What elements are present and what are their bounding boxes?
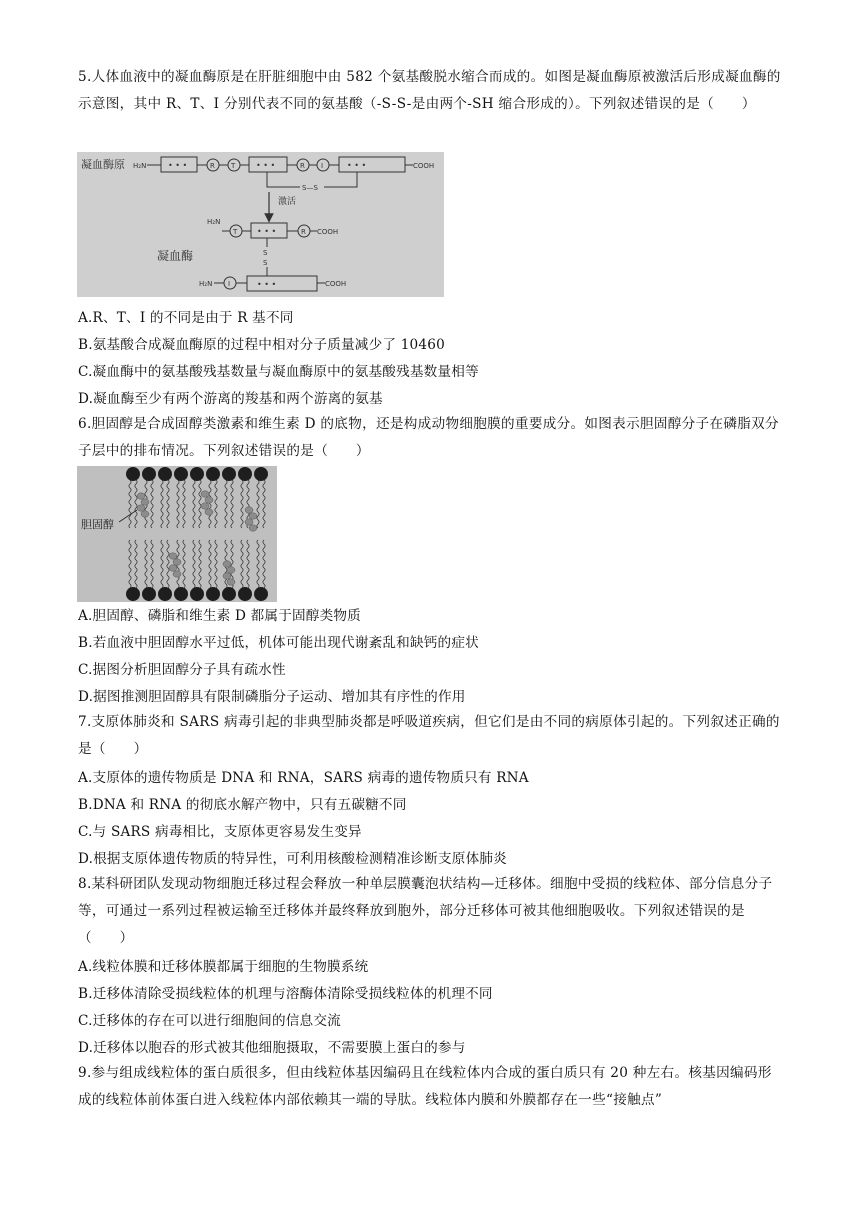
q8-option-c: C.迁移体的存在可以进行细胞间的信息交流 bbox=[78, 1013, 341, 1029]
thrombin-cterm-2: COOH bbox=[325, 280, 347, 288]
thrombin-activation-figure bbox=[77, 152, 444, 297]
q5-option-d: D.凝血酶至少有两个游离的羧基和两个游离的氨基 bbox=[78, 391, 383, 407]
dots-4: • • • bbox=[257, 227, 277, 236]
residue-t-label: T bbox=[231, 162, 236, 170]
cholesterol-ring bbox=[223, 573, 231, 579]
cholesterol-ring bbox=[245, 507, 253, 513]
q6-option-b: B.若血液中胆固醇水平过低，机体可能出现代谢紊乱和缺钙的症状 bbox=[78, 635, 479, 651]
phospholipid-head bbox=[174, 587, 188, 601]
thrombin-label: 凝血酶 bbox=[157, 249, 194, 263]
q8-option-d: D.迁移体以胞吞的形式被其他细胞摄取，不需要膜上蛋白的参与 bbox=[78, 1040, 466, 1056]
cholesterol-ring bbox=[205, 497, 213, 503]
lipid-tail bbox=[167, 480, 169, 528]
q5-option-a: A.R、T、I 的不同是由于 R 基不同 bbox=[78, 310, 294, 326]
phospholipid-head bbox=[126, 467, 140, 481]
q7-option-b: B.DNA 和 RNA 的彻底水解产物中，只有五碳糖不同 bbox=[78, 797, 407, 813]
cholesterol-ring bbox=[227, 567, 235, 573]
q8-option-b: B.迁移体清除受损线粒体的机理与溶酶体清除受损线粒体的机理不同 bbox=[78, 986, 493, 1002]
svg-text:S: S bbox=[263, 249, 268, 257]
question-6-stem: 6.胆固醇是合成固醇类激素和维生素 D 的底物，还是构成动物细胞膜的重要成分。如图表示胆固醇分子在磷脂双分子层中的排布情况。下列叙述错误的是（ ） bbox=[78, 416, 779, 459]
dots-1: • • • bbox=[168, 161, 188, 170]
q5-option-b: B.氨基酸合成凝血酶原的过程中相对分子质量减少了 10460 bbox=[78, 337, 445, 353]
lipid-tail bbox=[247, 540, 249, 588]
lipid-tail bbox=[209, 480, 211, 528]
phospholipid-head bbox=[142, 587, 156, 601]
cholesterol-ring bbox=[137, 493, 145, 499]
question-9-stem: 9.参与组成线粒体的蛋白质很多，但由线粒体基因编码且在线粒体内合成的蛋白质只有 20 种左右。核基因编码形成的线粒体前体蛋白进入线粒体内部依赖其一端的导肽。线粒体内膜和外膜都存在一些“接触点” bbox=[78, 1065, 772, 1108]
phospholipid-head bbox=[206, 587, 220, 601]
cholesterol-ring bbox=[249, 513, 257, 519]
lipid-tail bbox=[193, 480, 195, 528]
cholesterol-ring bbox=[227, 579, 235, 585]
lipid-tail bbox=[215, 540, 217, 588]
question-5-stem: 5.人体血液中的凝血酶原是在肝脏细胞中由 582 个氨基酸脱水缩合而成的。如图是凝血酶原被激活后形成凝血酶的示意图，其中 R、T、I 分别代表不同的氨基酸（-S-S-是由两个-SH 缩合形成的）。下列叙述错误的是（ ） bbox=[78, 69, 781, 112]
lipid-tail bbox=[183, 480, 185, 528]
lipid-tail bbox=[161, 480, 163, 528]
cholesterol-ring bbox=[201, 491, 209, 497]
q7-option-d: D.根据支原体遗传物质的特异性，可利用核酸检测精准诊断支原体肺炎 bbox=[78, 851, 507, 867]
question-8-stem: 8.某科研团队发现动物细胞迁移过程会释放一种单层膜囊泡状结构—迁移体。细胞中受损的线粒体、部分信息分子等，可通过一系列过程被运输至迁移体并最终释放到胞外，部分迁移体可被其他细胞吸收。下列叙述错误的是（ ） bbox=[78, 876, 773, 946]
phospholipid-head bbox=[222, 587, 236, 601]
cholesterol-ring bbox=[245, 519, 253, 525]
q7-option-c: C.与 SARS 病毒相比，支原体更容易发生变异 bbox=[78, 824, 362, 840]
cholesterol-pointer bbox=[119, 510, 137, 522]
q6-option-c: C.据图分析胆固醇分子具有疏水性 bbox=[78, 662, 286, 678]
lipid-tail bbox=[241, 480, 243, 528]
cholesterol-ring bbox=[141, 499, 149, 505]
activate-label: 激活 bbox=[278, 197, 297, 207]
lipid-tail bbox=[129, 480, 131, 528]
lipid-tail bbox=[177, 480, 179, 528]
phospholipid-head bbox=[126, 587, 140, 601]
dots-2: • • • bbox=[256, 161, 276, 170]
lipid-tail bbox=[199, 540, 201, 588]
phospholipid-head bbox=[158, 467, 172, 481]
phospholipid-head bbox=[222, 467, 236, 481]
lipid-tail bbox=[263, 540, 265, 588]
phospholipid-head bbox=[206, 467, 220, 481]
cholesterol-ring bbox=[169, 553, 177, 559]
lipid-tail bbox=[161, 540, 163, 588]
svg-text:S: S bbox=[263, 259, 268, 267]
q5-option-c: C.凝血酶中的氨基酸残基数量与凝血酶原中的氨基酸残基数量相等 bbox=[78, 364, 479, 380]
lipid-tail bbox=[257, 540, 259, 588]
lipid-tail bbox=[151, 540, 153, 588]
residue-r2-label: R bbox=[300, 162, 305, 170]
lipid-tail bbox=[167, 540, 169, 588]
thrombin-nterm-1: H₂N bbox=[207, 218, 221, 226]
prothrombin-nterm: H₂N bbox=[133, 162, 147, 170]
cholesterol-ring bbox=[249, 525, 257, 531]
lipid-tail bbox=[193, 540, 195, 588]
phospholipid-head bbox=[238, 587, 252, 601]
thrombin-cterm-1: COOH bbox=[317, 228, 339, 236]
lipid-tail bbox=[151, 480, 153, 528]
lipid-tail bbox=[135, 480, 137, 528]
lipid-tail bbox=[231, 480, 233, 528]
membrane-cholesterol-figure bbox=[77, 466, 277, 602]
lipid-tail bbox=[209, 540, 211, 588]
q7-option-a: A.支原体的遗传物质是 DNA 和 RNA，SARS 病毒的遗传物质只有 RNA bbox=[78, 770, 529, 786]
phospholipid-head bbox=[254, 467, 268, 481]
disulfide-top: S—S bbox=[302, 184, 318, 192]
cholesterol-ring bbox=[173, 559, 181, 565]
prothrombin-label: 凝血酶原 bbox=[81, 158, 125, 171]
cholesterol-ring bbox=[141, 511, 149, 517]
lipid-tail bbox=[135, 540, 137, 588]
lipid-tail bbox=[199, 480, 201, 528]
cholesterol-ring bbox=[223, 561, 231, 567]
cholesterol-ring bbox=[201, 503, 209, 509]
phospholipid-head bbox=[238, 467, 252, 481]
thrombin-nterm-2: H₂N bbox=[199, 280, 213, 288]
phospholipid-head bbox=[190, 467, 204, 481]
dots-3: • • • bbox=[347, 161, 367, 170]
thrombin-t-label: T bbox=[233, 228, 238, 236]
phospholipid-head bbox=[190, 587, 204, 601]
thrombin-r-label: R bbox=[301, 228, 306, 236]
lipid-tail bbox=[129, 540, 131, 588]
cholesterol-label: 胆固醇 bbox=[81, 518, 114, 531]
cholesterol-ring bbox=[205, 509, 213, 515]
cholesterol-ring bbox=[173, 571, 181, 577]
phospholipid-head bbox=[254, 587, 268, 601]
q6-option-d: D.据图推测胆固醇具有限制磷脂分子运动、增加其有序性的作用 bbox=[78, 689, 466, 705]
lipid-tail bbox=[145, 540, 147, 588]
lipid-tail bbox=[241, 540, 243, 588]
cholesterol-ring bbox=[169, 565, 177, 571]
lipid-tail bbox=[263, 480, 265, 528]
phospholipid-head bbox=[142, 467, 156, 481]
residue-i-label: I bbox=[321, 162, 324, 170]
lipid-tail bbox=[183, 540, 185, 588]
dots-5: • • • bbox=[257, 280, 277, 289]
phospholipid-head bbox=[174, 467, 188, 481]
lipid-tail bbox=[257, 480, 259, 528]
q8-option-a: A.线粒体膜和迁移体膜都属于细胞的生物膜系统 bbox=[78, 959, 369, 975]
residue-r-label: R bbox=[210, 162, 215, 170]
lipid-tail bbox=[215, 480, 217, 528]
thrombin-i-label: I bbox=[228, 280, 231, 288]
question-7-stem: 7.支原体肺炎和 SARS 病毒引起的非典型肺炎都是呼吸道疾病，但它们是由不同的病原体引起的。下列叙述正确的是（ ） bbox=[78, 714, 780, 757]
phospholipid-head bbox=[158, 587, 172, 601]
lipid-tail bbox=[225, 480, 227, 528]
q6-option-a: A.胆固醇、磷脂和维生素 D 都属于固醇类物质 bbox=[78, 608, 361, 624]
cholesterol-ring bbox=[137, 505, 145, 511]
prothrombin-cterm: COOH bbox=[413, 162, 435, 170]
